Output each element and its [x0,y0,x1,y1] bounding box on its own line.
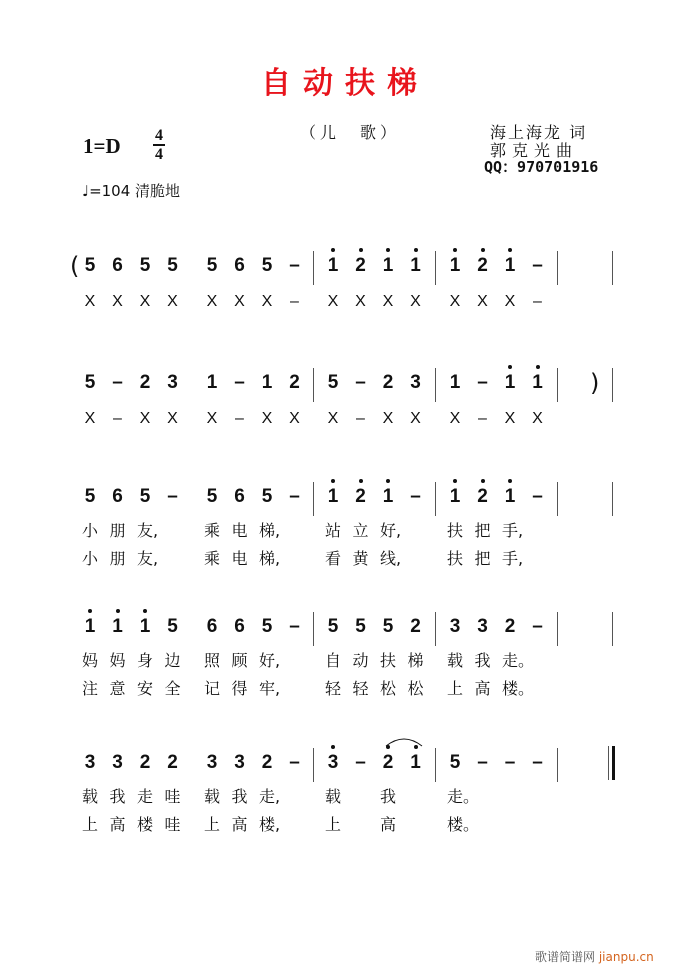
lyric-char: 记 [204,679,221,698]
barline [435,482,436,516]
note: 5 [261,486,273,507]
note: 5 [355,616,366,637]
rhythm-x: X [261,293,273,310]
lyric-char: 得 [231,679,248,698]
note: – [167,486,178,507]
rhythm-x: X [449,293,461,310]
time-signature [153,128,165,162]
note: 2 [378,752,398,774]
high-octave-dot [453,248,457,252]
lyric-char: 走。 [502,651,535,670]
note: 6 [112,486,123,507]
time-sig-bottom: 4 [155,146,163,163]
lyric-char: 我 [380,787,397,806]
barline [435,612,436,646]
note: 1 [135,616,155,638]
note: 2 [473,255,493,277]
note: 1 [80,616,100,638]
lyric-char: 身 [137,651,154,670]
lyric-char: 轻 [352,679,369,698]
note: 2 [351,255,371,277]
note: 1 [500,486,520,508]
note: 5 [327,616,339,637]
high-octave-dot [331,248,335,252]
lyric-char: 朋 [109,521,126,540]
note: 2 [167,752,178,773]
high-octave-dot [481,248,485,252]
lyric-char: 小 [82,521,99,540]
note: 2 [473,486,493,508]
note: – [477,372,488,393]
note: 6 [112,255,123,276]
lyric-char: 朋 [109,549,126,568]
note: 5 [206,255,218,276]
rhythm-x: X [84,410,96,427]
rhythm-x: X [504,410,516,427]
note: 5 [206,486,218,507]
barline [612,368,613,402]
note: 3 [410,372,421,393]
note: – [532,752,543,773]
barline [557,748,558,782]
lyric-char: 走, [259,787,281,806]
note: 5 [84,255,96,276]
note: 6 [234,616,245,637]
slur-mark [384,736,424,748]
barline [557,368,558,402]
note: 1 [449,372,461,393]
final-barline [608,746,609,780]
lyric-char: 梯, [259,549,281,568]
barline [557,612,558,646]
lyric-char: 高 [231,815,248,834]
lyric-char: 楼。 [502,679,535,698]
note: 5 [261,255,273,276]
lyric-char: 自 [325,651,342,670]
note: 1 [406,752,426,774]
high-octave-dot [359,479,363,483]
note: 2 [289,372,300,393]
time-sig-top: 4 [155,127,163,144]
note: 5 [84,372,96,393]
lyric-char: 高 [109,815,126,834]
barline [612,482,613,516]
high-octave-dot [536,365,540,369]
barline [313,482,314,516]
note: 1 [406,255,426,277]
note: – [355,752,366,773]
qq-contact: QQ：970701916 [484,158,599,176]
note: 1 [500,255,520,277]
high-octave-dot [508,248,512,252]
lyric-char: 黄 [352,549,369,568]
note: 5 [139,255,151,276]
lyric-char: 载 [447,651,464,670]
note: – [532,255,543,276]
note: – [532,616,543,637]
rhythm-x: – [478,410,487,427]
lyric-char: 载 [82,787,99,806]
barline [313,251,314,285]
lyric-char: 线, [380,549,402,568]
lyric-char: 安 [137,679,154,698]
note: 2 [410,616,421,637]
note: 5 [167,255,178,276]
barline [435,251,436,285]
lyric-char: 边 [164,651,181,670]
note: 1 [445,486,465,508]
lyric-char: 电 [231,521,248,540]
watermark [535,948,654,965]
note: 3 [449,616,461,637]
lyric-char: 牢, [259,679,281,698]
watermark-en: jianpu.cn [598,950,654,964]
rhythm-x: X [234,293,245,310]
lyric-char: 走。 [447,787,480,806]
note: 1 [500,372,520,394]
lyric-char: 梯, [259,521,281,540]
note: 1 [261,372,273,393]
lyric-char: 我 [231,787,248,806]
open-parenthesis: ( [70,252,80,280]
tempo-marking: ♩=104 清脆地 [82,182,181,200]
lyric-char: 照 [204,651,221,670]
note: 3 [477,616,488,637]
note: – [532,486,543,507]
rhythm-x: X [84,293,96,310]
barline [435,368,436,402]
note: – [355,372,366,393]
rhythm-x: X [382,293,394,310]
rhythm-x: X [167,410,178,427]
high-octave-dot [116,609,120,613]
note: 1 [445,255,465,277]
watermark-cn: 歌谱简谱网 [535,950,596,964]
genre-label: （儿 歌） [300,123,401,142]
rhythm-x: X [261,410,273,427]
rhythm-x: X [167,293,178,310]
note: 5 [327,372,339,393]
lyric-char: 楼。 [447,815,480,834]
high-octave-dot [386,479,390,483]
note: 3 [234,752,245,773]
high-octave-dot [88,609,92,613]
lyric-char: 松 [380,679,397,698]
lyric-char: 楼 [137,815,154,834]
lyric-char: 扶 [447,521,464,540]
rhythm-x: – [533,293,542,310]
rhythm-x: X [504,293,516,310]
high-octave-dot [359,248,363,252]
lyric-char: 顾 [231,651,248,670]
rhythm-x: X [449,410,461,427]
note: 3 [167,372,178,393]
rhythm-x: X [477,293,488,310]
lyric-char: 电 [231,549,248,568]
note: 1 [108,616,128,638]
rhythm-x: X [410,410,421,427]
barline [313,368,314,402]
high-octave-dot [508,479,512,483]
rhythm-x: – [113,410,122,427]
lyric-char: 立 [352,521,369,540]
note: 1 [323,486,343,508]
note: 5 [449,752,461,773]
note: – [289,255,300,276]
note: 5 [84,486,96,507]
lyric-char: 把 [474,521,491,540]
lyric-char: 我 [109,787,126,806]
high-octave-dot [331,479,335,483]
key-signature: 1=D [83,134,121,158]
note: 3 [84,752,96,773]
composer-credit: 郭克光曲 [490,141,579,160]
rhythm-x: X [327,410,339,427]
lyric-char: 楼, [259,815,281,834]
barline [313,612,314,646]
high-octave-dot [386,248,390,252]
lyric-char: 高 [474,679,491,698]
lyric-char: 手, [502,521,524,540]
note: 2 [382,372,394,393]
barline [557,251,558,285]
note: 2 [351,486,371,508]
lyric-char: 意 [109,679,126,698]
lyric-char: 乘 [204,549,221,568]
lyric-char: 走 [137,787,154,806]
note: 2 [139,372,151,393]
note: 6 [234,255,245,276]
note: 2 [504,616,516,637]
rhythm-x: – [356,410,365,427]
lyric-char: 全 [164,679,181,698]
note: 5 [382,616,394,637]
lyric-char: 哇 [164,787,181,806]
high-octave-dot [414,248,418,252]
rhythm-x: X [139,293,151,310]
lyric-char: 上 [325,815,342,834]
lyric-char: 站 [325,521,342,540]
rhythm-x: – [290,293,299,310]
high-octave-dot [143,609,147,613]
note: – [289,486,300,507]
barline [313,748,314,782]
lyricist-credit: 海上海龙 词 [490,123,588,142]
lyric-char: 乘 [204,521,221,540]
lyric-char: 好, [380,521,402,540]
note: – [504,752,516,773]
note: 6 [206,616,218,637]
lyric-char: 好, [259,651,281,670]
lyric-char: 梯 [407,651,424,670]
note: 3 [112,752,123,773]
barline [612,612,613,646]
note: – [289,752,300,773]
note: 3 [206,752,218,773]
barline [557,482,558,516]
note: – [234,372,245,393]
note: 3 [323,752,343,774]
rhythm-x: X [206,410,218,427]
lyric-char: 注 [82,679,99,698]
lyric-char: 高 [380,815,397,834]
rhythm-x: X [206,293,218,310]
note: 1 [206,372,218,393]
note: – [112,372,123,393]
note: 5 [139,486,151,507]
lyric-char: 哇 [164,815,181,834]
lyric-char: 友, [137,549,159,568]
note: 2 [139,752,151,773]
note: – [477,752,488,773]
note: 1 [378,486,398,508]
lyric-char: 手, [502,549,524,568]
lyric-char: 上 [82,815,99,834]
high-octave-dot [331,745,335,749]
lyric-char: 载 [204,787,221,806]
lyric-char: 轻 [325,679,342,698]
rhythm-x: X [355,293,366,310]
note: 2 [261,752,273,773]
lyric-char: 把 [474,549,491,568]
note: 1 [378,255,398,277]
close-parenthesis: ) [590,369,600,397]
rhythm-x: X [139,410,151,427]
final-barline-thick [612,746,615,780]
note: – [289,616,300,637]
lyric-char: 上 [204,815,221,834]
barline [612,251,613,285]
rhythm-x: – [235,410,244,427]
note: 5 [261,616,273,637]
barline [435,748,436,782]
note: 6 [234,486,245,507]
high-octave-dot [453,479,457,483]
lyric-char: 我 [474,651,491,670]
lyric-char: 友, [137,521,159,540]
rhythm-x: X [327,293,339,310]
rhythm-x: X [382,410,394,427]
song-title: 自动扶梯 [261,66,429,101]
high-octave-dot [481,479,485,483]
lyric-char: 扶 [447,549,464,568]
lyric-char: 载 [325,787,342,806]
high-octave-dot [508,365,512,369]
lyric-char: 上 [447,679,464,698]
note: – [410,486,421,507]
lyric-char: 小 [82,549,99,568]
note: 1 [323,255,343,277]
lyric-char: 妈 [82,651,99,670]
rhythm-x: X [410,293,421,310]
lyric-char: 看 [325,549,342,568]
lyric-char: 扶 [380,651,397,670]
note: 5 [167,616,178,637]
lyric-char: 妈 [109,651,126,670]
rhythm-x: X [289,410,300,427]
rhythm-x: X [532,410,543,427]
lyric-char: 动 [352,651,369,670]
lyric-char: 松 [407,679,424,698]
rhythm-x: X [112,293,123,310]
note: 1 [528,372,548,394]
